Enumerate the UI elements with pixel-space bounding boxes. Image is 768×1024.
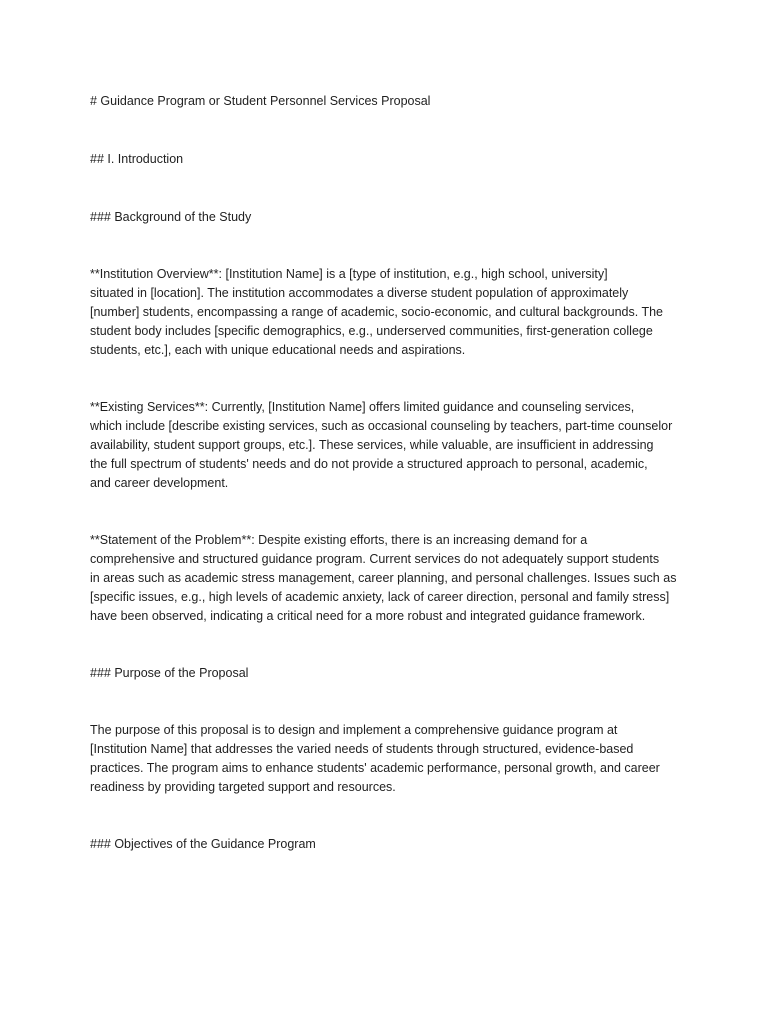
paragraph-line: in areas such as academic stress management, career planning, and personal challenges. Issues such as bbox=[90, 571, 677, 585]
paragraph-statement-of-problem bbox=[90, 531, 680, 626]
paragraph-existing-services bbox=[90, 398, 680, 493]
subheading-purpose: ### Purpose of the Proposal bbox=[90, 666, 249, 680]
paragraph-line: readiness by providing targeted support and resources. bbox=[90, 780, 396, 794]
paragraph-line: **Existing Services**: Currently, [Institution Name] offers limited guidance and counseling services, bbox=[90, 400, 635, 414]
paragraph-institution-overview bbox=[90, 265, 680, 360]
section-heading-introduction: ## I. Introduction bbox=[90, 152, 184, 166]
paragraph-line: and career development. bbox=[90, 476, 229, 490]
subheading-background: ### Background of the Study bbox=[90, 210, 252, 224]
spacer bbox=[90, 626, 680, 664]
spacer bbox=[90, 493, 680, 531]
paragraph-line: which include [describe existing services, such as occasional counseling by teachers, part-time counselor bbox=[90, 419, 673, 433]
spacer bbox=[90, 227, 680, 265]
paragraph-purpose bbox=[90, 721, 680, 797]
paragraph-line: availability, student support groups, etc.]. These services, while valuable, are insufficient in addressing bbox=[90, 438, 654, 452]
paragraph-line: [specific issues, e.g., high levels of academic anxiety, lack of career direction, personal and family stress] bbox=[90, 590, 670, 604]
paragraph-line: student body includes [specific demographics, e.g., underserved communities, first-generation college bbox=[90, 324, 653, 338]
spacer bbox=[90, 111, 680, 150]
paragraph-line: **Institution Overview**: [Institution Name] is a [type of institution, e.g., high school, university] bbox=[90, 267, 608, 281]
document-page bbox=[90, 92, 680, 854]
paragraph-line: comprehensive and structured guidance program. Current services do not adequately support students bbox=[90, 552, 660, 566]
paragraph-line: [number] students, encompassing a range of academic, socio-economic, and cultural backgrounds. The bbox=[90, 305, 664, 319]
paragraph-line: the full spectrum of students' needs and do not provide a structured approach to personal, academic, bbox=[90, 457, 648, 471]
spacer bbox=[90, 683, 680, 721]
paragraph-line: situated in [location]. The institution accommodates a diverse student population of approximately bbox=[90, 286, 629, 300]
spacer bbox=[90, 169, 680, 208]
paragraph-line: The purpose of this proposal is to design and implement a comprehensive guidance program at bbox=[90, 723, 618, 737]
paragraph-line: **Statement of the Problem**: Despite existing efforts, there is an increasing demand for a bbox=[90, 533, 588, 547]
paragraph-line: practices. The program aims to enhance students' academic performance, personal growth, and career bbox=[90, 761, 660, 775]
spacer bbox=[90, 360, 680, 398]
document-title: # Guidance Program or Student Personnel Services Proposal bbox=[90, 94, 431, 108]
paragraph-line: [Institution Name] that addresses the varied needs of students through structured, evidence-based bbox=[90, 742, 634, 756]
subheading-objectives: ### Objectives of the Guidance Program bbox=[90, 837, 316, 851]
spacer bbox=[90, 797, 680, 835]
paragraph-line: students, etc.], each with unique educational needs and aspirations. bbox=[90, 343, 466, 357]
paragraph-line: have been observed, indicating a critical need for a more robust and integrated guidance framework. bbox=[90, 609, 646, 623]
